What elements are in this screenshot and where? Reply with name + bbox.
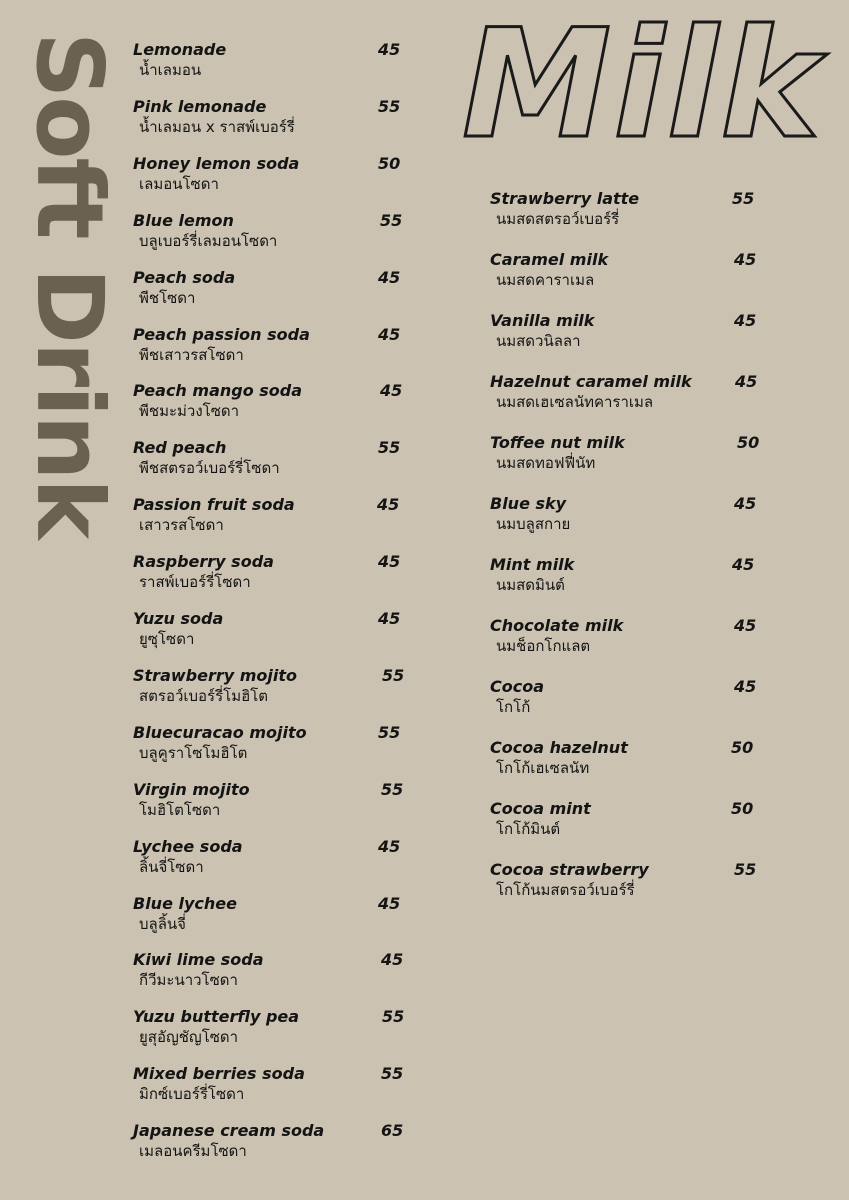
item-name: Yuzu butterfly pea — [133, 1007, 300, 1027]
item-price: 55 — [381, 779, 404, 799]
item-price: 45 — [378, 552, 401, 572]
menu-item — [133, 552, 413, 598]
item-name: Strawberry latte — [490, 189, 640, 208]
item-thai-name: เสาวรสโซดา — [139, 516, 224, 535]
item-name: Blue lemon — [133, 210, 234, 230]
item-price: 55 — [382, 1007, 405, 1027]
item-price: 50 — [737, 433, 760, 452]
item-thai-name: โกโก้เฮเซลนัท — [496, 759, 590, 777]
item-thai-name: ราสพ์เบอร์รี่โซดา — [139, 573, 251, 592]
menu-item — [133, 97, 413, 143]
item-thai-name: เลมอนโซดา — [139, 174, 219, 193]
soft-drink-title: Soft Drink — [16, 32, 123, 538]
item-name: Peach soda — [133, 267, 236, 287]
milk-title: Milk — [462, 0, 822, 172]
menu-item — [133, 1064, 413, 1110]
item-price: 45 — [381, 950, 404, 970]
item-price: 50 — [378, 153, 401, 173]
item-thai-name: นมสดเฮเซลนัทคาราเมล — [496, 393, 654, 411]
menu-item — [490, 555, 770, 601]
item-name: Bluecuracao mojito — [133, 722, 307, 742]
item-thai-name: โมฮิโตโซดา — [139, 800, 221, 819]
item-thai-name: โกโก้นมสตรอว์เบอร์รี่ — [496, 881, 635, 899]
item-name: Caramel milk — [490, 250, 609, 269]
item-thai-name: ยูซุโซดา — [139, 630, 195, 648]
item-thai-name: นมสดคาราเมล — [496, 271, 595, 289]
item-thai-name: กีวีมะนาวโซดา — [139, 971, 238, 990]
item-name: Kiwi lime soda — [133, 950, 264, 970]
item-name: Peach mango soda — [133, 381, 303, 401]
item-price: 55 — [378, 722, 401, 742]
item-thai-name: นมช็อกโกแลต — [496, 637, 591, 655]
item-price: 65 — [381, 1121, 404, 1141]
item-price: 45 — [378, 40, 401, 59]
item-price: 45 — [734, 311, 757, 330]
item-price: 45 — [734, 616, 757, 635]
menu-item — [133, 609, 413, 655]
item-price: 55 — [378, 96, 401, 116]
item-thai-name: บลูคูราโซโมฮิโต — [139, 743, 248, 762]
item-thai-name: พีชมะม่วงโซดา — [139, 402, 240, 421]
menu-item — [133, 837, 413, 883]
item-name: Lychee soda — [133, 836, 243, 856]
menu-item — [133, 495, 413, 541]
item-thai-name: สตรอว์เบอร์รี่โมฮิโต — [139, 686, 269, 705]
item-price: 45 — [732, 555, 755, 574]
menu-item — [490, 494, 770, 540]
item-thai-name: เมลอนครีมโซดา — [139, 1142, 247, 1161]
item-name: Mint milk — [490, 555, 575, 574]
item-name: Lemonade — [133, 40, 227, 59]
item-name: Passion fruit soda — [133, 495, 295, 515]
item-price: 45 — [734, 494, 757, 513]
item-price: 55 — [732, 189, 755, 208]
item-thai-name: โกโก้มินต์ — [496, 820, 561, 838]
item-name: Cocoa hazelnut — [490, 738, 628, 757]
item-thai-name: บลูลิ้นจี่ — [139, 914, 186, 933]
item-name: Cocoa — [490, 677, 545, 696]
item-thai-name: นมสดมินต์ — [496, 576, 565, 594]
item-thai-name: บลูเบอร์รี่เลมอนโซดา — [139, 231, 278, 250]
item-price: 50 — [731, 799, 754, 818]
item-name: Blue sky — [490, 494, 567, 513]
item-thai-name: น้ำเลมอน — [139, 61, 202, 79]
item-thai-name: นมสดทอฟฟี่นัท — [496, 454, 596, 472]
item-thai-name: พีชเสาวรสโซดา — [139, 345, 244, 364]
menu-item — [133, 154, 413, 200]
item-name: Japanese cream soda — [133, 1121, 325, 1141]
menu-item — [133, 950, 413, 996]
item-price: 45 — [734, 250, 757, 269]
item-name: Hazelnut caramel milk — [490, 372, 692, 391]
item-price: 55 — [378, 438, 401, 458]
item-name: Yuzu soda — [133, 609, 224, 628]
item-price: 50 — [731, 738, 754, 757]
item-thai-name: ลิ้นจี่โซดา — [139, 857, 204, 876]
item-name: Red peach — [133, 438, 227, 458]
item-price: 45 — [378, 836, 401, 856]
item-thai-name: โกโก้ — [496, 698, 531, 716]
item-price: 45 — [734, 677, 757, 696]
menu-item — [133, 780, 413, 826]
item-thai-name: นมสดสตรอว์เบอร์รี่ — [496, 210, 620, 228]
item-name: Honey lemon soda — [133, 153, 300, 173]
menu-item — [490, 250, 770, 296]
menu-item — [133, 1007, 413, 1053]
item-price: 45 — [377, 495, 400, 515]
item-price: 55 — [734, 860, 757, 879]
item-price: 45 — [378, 609, 401, 628]
item-thai-name: นมสดวนิลลา — [496, 332, 581, 350]
item-name: Cocoa mint — [490, 799, 591, 818]
item-thai-name: ยูสุอัญชัญโซดา — [139, 1028, 239, 1047]
menu-item — [490, 677, 770, 723]
item-name: Raspberry soda — [133, 552, 274, 572]
item-name: Peach passion soda — [133, 324, 310, 344]
item-price: 55 — [382, 665, 405, 685]
item-price: 55 — [381, 1064, 404, 1084]
item-name: Cocoa strawberry — [490, 860, 649, 879]
item-name: Pink lemonade — [133, 96, 267, 116]
menu-item — [133, 40, 413, 86]
menu-item — [133, 438, 413, 484]
item-thai-name: พีชสตรอว์เบอร์รี่โซดา — [139, 459, 280, 478]
item-price: 45 — [735, 372, 758, 391]
item-name: Mixed berries soda — [133, 1064, 305, 1084]
menu-item — [490, 372, 770, 418]
item-price: 45 — [378, 893, 401, 913]
menu-item — [133, 894, 413, 940]
item-thai-name: พีชโซดา — [139, 288, 196, 307]
item-price: 55 — [380, 210, 403, 230]
item-name: Virgin mojito — [133, 779, 250, 799]
item-price: 45 — [378, 324, 401, 344]
menu-item — [133, 666, 413, 712]
item-name: Vanilla milk — [490, 311, 595, 330]
menu-item — [133, 268, 413, 314]
item-name: Strawberry mojito — [133, 665, 297, 685]
menu-item — [133, 1121, 413, 1167]
item-price: 45 — [380, 381, 403, 401]
menu-item — [490, 860, 770, 906]
menu-item — [133, 325, 413, 371]
item-thai-name: นมบลูสกาย — [496, 515, 571, 533]
item-name: Toffee nut milk — [490, 433, 625, 452]
menu-item — [490, 616, 770, 662]
menu-item — [490, 738, 770, 784]
menu-item — [133, 211, 413, 257]
menu-item — [490, 311, 770, 357]
menu-item — [133, 723, 413, 769]
item-thai-name: มิกซ์เบอร์รี่โซดา — [139, 1085, 245, 1104]
menu-item — [133, 381, 413, 427]
item-thai-name: น้ำเลมอน x ราสพ์เบอร์รี่ — [139, 117, 295, 136]
menu-item — [490, 799, 770, 845]
menu-item — [490, 189, 770, 235]
item-price: 45 — [378, 267, 401, 287]
item-name: Chocolate milk — [490, 616, 624, 635]
item-name: Blue lychee — [133, 893, 237, 913]
menu-item — [490, 433, 770, 479]
